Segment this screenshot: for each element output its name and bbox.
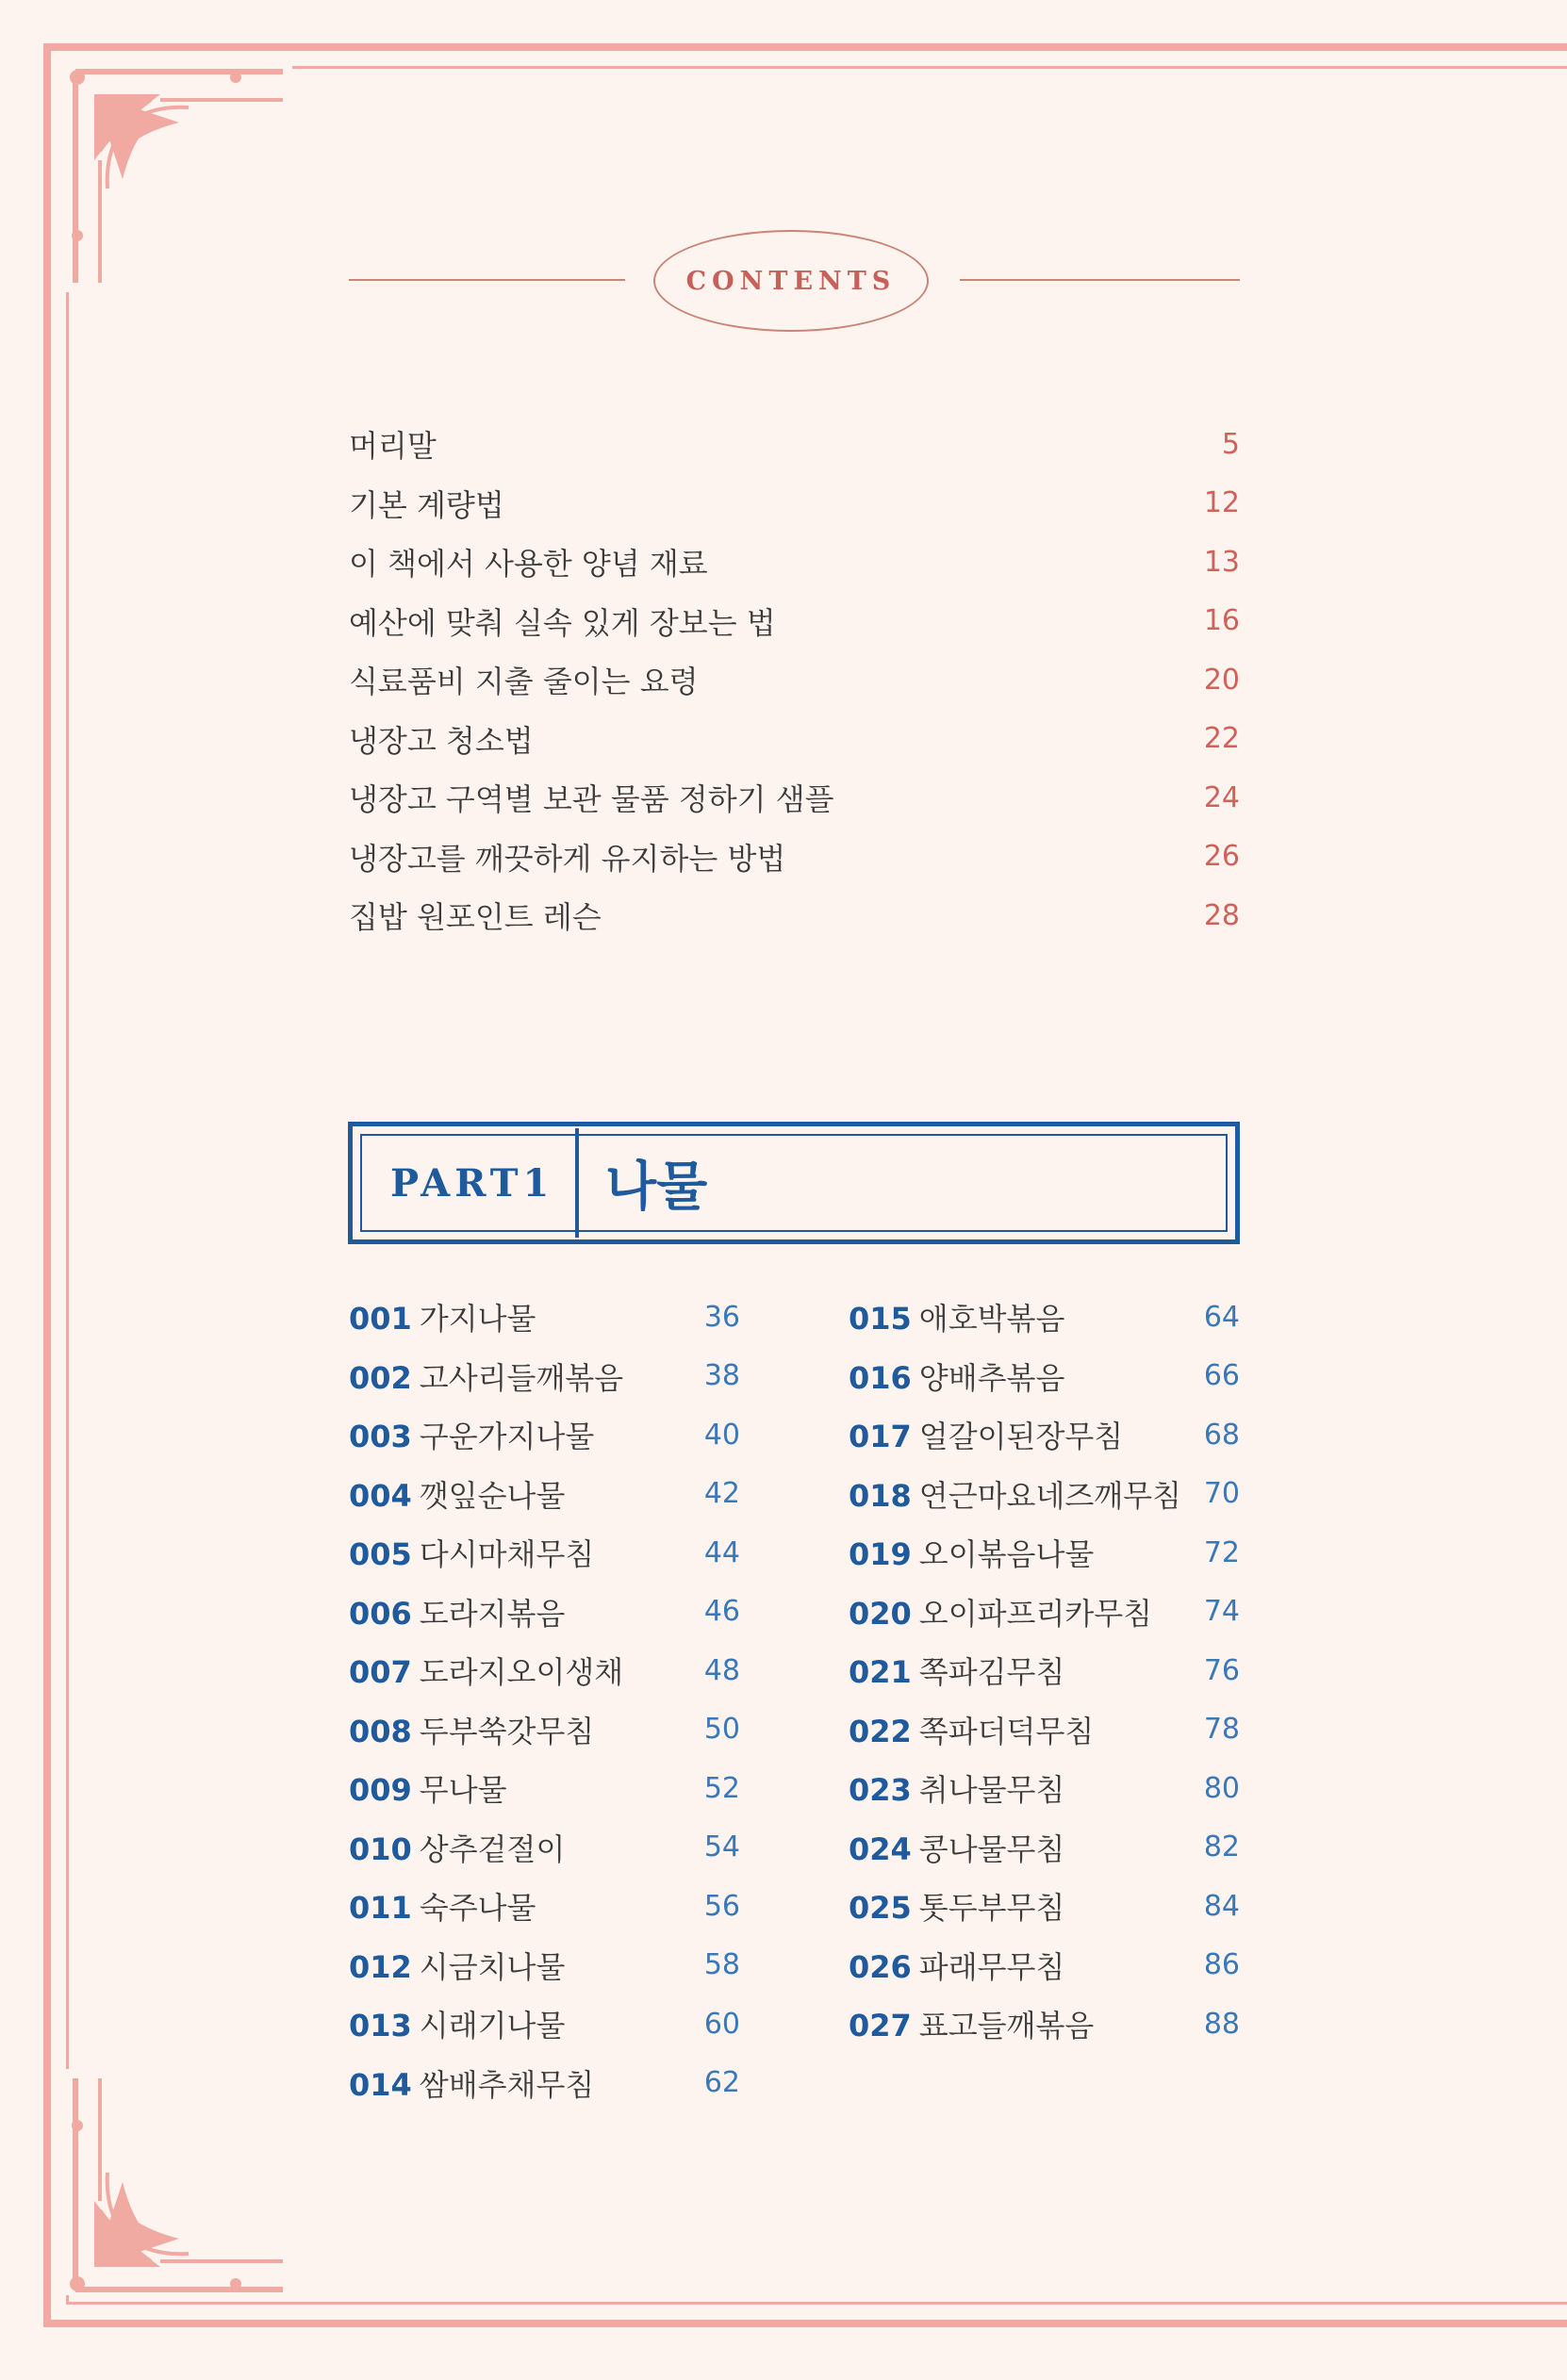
recipe-page: 66 bbox=[1203, 1359, 1240, 1393]
recipe-name: 취나물무침 bbox=[918, 1772, 1065, 1809]
recipe-number: 022 bbox=[849, 1713, 912, 1749]
recipe-entry-label bbox=[349, 1295, 536, 1338]
recipe-entry-label bbox=[349, 1590, 565, 1633]
recipe-entry-label bbox=[349, 1531, 594, 1574]
recipe-name: 오이볶음나물 bbox=[918, 1536, 1095, 1573]
recipe-number: 007 bbox=[349, 1654, 412, 1691]
recipe-number: 010 bbox=[349, 1830, 412, 1867]
recipe-number: 006 bbox=[349, 1595, 412, 1632]
recipe-number: 027 bbox=[849, 2008, 912, 2044]
recipe-name: 쪽파김무침 bbox=[918, 1654, 1065, 1691]
recipe-number: 011 bbox=[349, 1890, 412, 1927]
recipe-entry-label bbox=[849, 1413, 1123, 1456]
recipe-number: 016 bbox=[849, 1359, 912, 1396]
recipe-page: 68 bbox=[1203, 1418, 1240, 1452]
toc-entry[interactable] bbox=[349, 650, 1240, 710]
recipe-name: 쪽파더덕무침 bbox=[918, 1713, 1095, 1749]
recipe-name: 파래무무침 bbox=[918, 1948, 1065, 1985]
recipe-entry-label bbox=[349, 1413, 594, 1456]
recipe-page: 38 bbox=[703, 1359, 740, 1393]
recipe-name: 도라지오이생채 bbox=[419, 1654, 624, 1691]
part-header-inner bbox=[360, 1134, 1228, 1232]
recipe-entry-label bbox=[849, 1295, 1064, 1338]
recipe-number: 023 bbox=[849, 1772, 912, 1809]
recipe-page: 60 bbox=[703, 2007, 740, 2041]
recipe-entry[interactable] bbox=[349, 1994, 740, 2054]
recipe-entry-label bbox=[349, 1708, 594, 1751]
recipe-name: 상추겉절이 bbox=[419, 1830, 566, 1867]
toc-entry[interactable] bbox=[349, 828, 1240, 887]
toc-entry-title: 냉장고 청소법 bbox=[349, 722, 534, 759]
recipe-entry[interactable] bbox=[349, 1347, 740, 1406]
recipe-name: 깻잎순나물 bbox=[419, 1477, 566, 1514]
recipe-number: 008 bbox=[349, 1713, 412, 1749]
recipe-page: 74 bbox=[1203, 1595, 1240, 1629]
recipe-list-right bbox=[849, 1288, 1240, 2054]
recipe-entry-label bbox=[849, 1884, 1064, 1928]
toc-entry-title: 냉장고를 깨끗하게 유지하는 방법 bbox=[349, 840, 786, 877]
recipe-entry[interactable] bbox=[849, 1523, 1240, 1583]
toc-entry-title: 집밥 원포인트 레슨 bbox=[349, 899, 602, 936]
recipe-name: 고사리들깨볶음 bbox=[419, 1359, 624, 1396]
recipe-name: 도라지볶음 bbox=[419, 1595, 566, 1632]
toc-entry-page: 12 bbox=[1203, 486, 1240, 520]
recipe-entry-label bbox=[849, 1766, 1064, 1810]
recipe-entry-label bbox=[849, 2002, 1094, 2045]
recipe-number: 024 bbox=[849, 1830, 912, 1867]
recipe-number: 004 bbox=[349, 1477, 412, 1514]
toc-entry-page: 5 bbox=[1221, 427, 1240, 461]
recipe-page: 76 bbox=[1203, 1653, 1240, 1687]
recipe-page: 52 bbox=[703, 1771, 740, 1805]
recipe-entry-label bbox=[849, 1826, 1064, 1869]
toc-entry[interactable] bbox=[349, 768, 1240, 828]
recipe-entry[interactable] bbox=[349, 2054, 740, 2113]
intro-list bbox=[349, 415, 1240, 945]
toc-entry-title: 머리말 bbox=[349, 428, 437, 465]
toc-entry[interactable] bbox=[349, 710, 1240, 769]
recipe-entry-label bbox=[349, 1884, 536, 1928]
recipe-entry[interactable] bbox=[349, 1818, 740, 1878]
recipe-number: 012 bbox=[349, 1948, 412, 1985]
recipe-number: 009 bbox=[349, 1772, 412, 1809]
recipe-entry[interactable] bbox=[849, 1347, 1240, 1406]
recipe-entry[interactable] bbox=[349, 1583, 740, 1642]
recipe-entry[interactable] bbox=[349, 1288, 740, 1347]
recipe-number: 017 bbox=[849, 1419, 912, 1455]
recipe-number: 001 bbox=[349, 1301, 412, 1338]
recipe-name: 오이파프리카무침 bbox=[918, 1595, 1153, 1632]
recipe-entry-label bbox=[849, 1590, 1152, 1633]
recipe-entry[interactable] bbox=[849, 1994, 1240, 2054]
recipe-name: 두부쑥갓무침 bbox=[419, 1713, 595, 1749]
recipe-entry[interactable] bbox=[849, 1700, 1240, 1760]
recipe-page: 54 bbox=[703, 1830, 740, 1864]
recipe-number: 005 bbox=[349, 1536, 412, 1573]
recipe-page: 46 bbox=[703, 1595, 740, 1629]
toc-entry-page: 13 bbox=[1203, 545, 1240, 579]
recipe-entry[interactable] bbox=[849, 1465, 1240, 1524]
recipe-page: 42 bbox=[703, 1477, 740, 1511]
recipe-page: 48 bbox=[703, 1653, 740, 1687]
part-divider bbox=[575, 1128, 579, 1238]
recipe-number: 019 bbox=[849, 1536, 912, 1573]
recipe-entry-label bbox=[849, 1472, 1181, 1516]
recipe-entry-label bbox=[349, 2061, 594, 2105]
toc-entry-title: 식료품비 지출 줄이는 요령 bbox=[349, 664, 699, 700]
part-header bbox=[348, 1122, 1240, 1244]
recipe-number: 002 bbox=[349, 1359, 412, 1396]
recipe-entry[interactable] bbox=[349, 1700, 740, 1760]
recipe-page: 80 bbox=[1203, 1771, 1240, 1805]
toc-entry-title: 냉장고 구역별 보관 물품 정하기 샘플 bbox=[349, 781, 834, 818]
toc-entry-page: 28 bbox=[1203, 898, 1240, 932]
recipe-entry-label bbox=[849, 1708, 1094, 1751]
part-label: PART1 bbox=[390, 1160, 554, 1206]
recipe-number: 014 bbox=[349, 2066, 412, 2103]
recipe-name: 얼갈이된장무침 bbox=[918, 1419, 1124, 1455]
recipe-entry[interactable] bbox=[349, 1759, 740, 1818]
recipe-page: 56 bbox=[703, 1889, 740, 1923]
recipe-entry[interactable] bbox=[349, 1405, 740, 1465]
recipe-number: 020 bbox=[849, 1595, 912, 1632]
recipe-name: 애호박볶음 bbox=[918, 1301, 1065, 1338]
toc-entry[interactable] bbox=[349, 415, 1240, 474]
toc-entry[interactable] bbox=[349, 474, 1240, 533]
recipe-number: 018 bbox=[849, 1477, 912, 1514]
recipe-number: 013 bbox=[349, 2008, 412, 2044]
recipe-entry[interactable] bbox=[349, 1523, 740, 1583]
recipe-number: 026 bbox=[849, 1948, 912, 1985]
recipe-name: 무나물 bbox=[419, 1772, 507, 1809]
contents-badge: CONTENTS bbox=[653, 230, 929, 332]
recipe-name: 양배추볶음 bbox=[918, 1359, 1065, 1396]
recipe-entry[interactable] bbox=[849, 1936, 1240, 1995]
recipe-page: 78 bbox=[1203, 1713, 1240, 1747]
recipe-number: 015 bbox=[849, 1301, 912, 1338]
contents-rule-right bbox=[960, 279, 1240, 281]
recipe-entry[interactable] bbox=[849, 1641, 1240, 1700]
recipe-entry[interactable] bbox=[349, 1641, 740, 1700]
recipe-entry[interactable] bbox=[849, 1583, 1240, 1642]
recipe-entry[interactable] bbox=[849, 1405, 1240, 1465]
recipe-entry-label bbox=[349, 1944, 565, 1987]
recipe-page: 72 bbox=[1203, 1535, 1240, 1569]
recipe-name: 가지나물 bbox=[419, 1301, 536, 1338]
recipe-list-left bbox=[349, 1288, 740, 2112]
recipe-entry[interactable] bbox=[349, 1877, 740, 1936]
recipe-page: 86 bbox=[1203, 1948, 1240, 1982]
recipe-page: 82 bbox=[1203, 1830, 1240, 1864]
recipe-page: 36 bbox=[703, 1300, 740, 1334]
recipe-page: 40 bbox=[703, 1418, 740, 1452]
toc-entry-page: 16 bbox=[1203, 604, 1240, 638]
toc-entry-title: 이 책에서 사용한 양념 재료 bbox=[349, 546, 708, 583]
recipe-entry-label bbox=[349, 1472, 565, 1516]
toc-entry-page: 20 bbox=[1203, 663, 1240, 697]
recipe-entry[interactable] bbox=[849, 1288, 1240, 1347]
recipe-page: 44 bbox=[703, 1535, 740, 1569]
recipe-number: 025 bbox=[849, 1890, 912, 1927]
recipe-name: 숙주나물 bbox=[419, 1890, 536, 1927]
recipe-name: 콩나물무침 bbox=[918, 1830, 1065, 1867]
toc-entry[interactable] bbox=[349, 592, 1240, 651]
recipe-entry[interactable] bbox=[349, 1465, 740, 1524]
recipe-number: 003 bbox=[349, 1419, 412, 1455]
corner-ornament-icon bbox=[66, 2069, 292, 2295]
recipe-number: 021 bbox=[849, 1654, 912, 1691]
recipe-name: 톳두부무침 bbox=[918, 1890, 1065, 1927]
recipe-name: 시금치나물 bbox=[419, 1948, 566, 1985]
toc-entry-page: 24 bbox=[1203, 780, 1240, 814]
recipe-name: 연근마요네즈깨무침 bbox=[918, 1477, 1182, 1514]
recipe-entry[interactable] bbox=[849, 1818, 1240, 1878]
recipe-entry-label bbox=[849, 1944, 1064, 1987]
recipe-page: 50 bbox=[703, 1713, 740, 1747]
recipe-entry[interactable] bbox=[849, 1759, 1240, 1818]
recipe-entry[interactable] bbox=[349, 1936, 740, 1995]
toc-entry-title: 예산에 맞춰 실속 있게 장보는 법 bbox=[349, 604, 776, 641]
recipe-page: 88 bbox=[1203, 2007, 1240, 2041]
recipe-entry-label bbox=[349, 1766, 507, 1810]
recipe-entry-label bbox=[849, 1354, 1064, 1398]
recipe-name: 표고들깨볶음 bbox=[918, 2008, 1095, 2044]
recipe-entry-label bbox=[349, 1354, 623, 1398]
recipe-page: 62 bbox=[703, 2066, 740, 2100]
recipe-entry-label bbox=[349, 1649, 623, 1692]
recipe-name: 다시마채무침 bbox=[419, 1536, 595, 1573]
recipe-name: 쌈배추채무침 bbox=[419, 2066, 595, 2103]
recipe-name: 시래기나물 bbox=[419, 2008, 566, 2044]
recipe-page: 58 bbox=[703, 1948, 740, 1982]
corner-ornament-icon bbox=[66, 66, 292, 292]
recipe-page: 70 bbox=[1203, 1477, 1240, 1511]
toc-entry-page: 22 bbox=[1203, 722, 1240, 756]
recipe-page: 64 bbox=[1203, 1300, 1240, 1334]
toc-entry-title: 기본 계량법 bbox=[349, 486, 504, 523]
recipe-entry-label bbox=[849, 1649, 1064, 1692]
contents-rule-left bbox=[349, 279, 625, 281]
recipe-entry-label bbox=[349, 1826, 565, 1869]
recipe-entry-label bbox=[849, 1531, 1094, 1574]
recipe-name: 구운가지나물 bbox=[419, 1419, 595, 1455]
toc-entry[interactable] bbox=[349, 533, 1240, 592]
toc-entry[interactable] bbox=[349, 886, 1240, 945]
recipe-entry[interactable] bbox=[849, 1877, 1240, 1936]
recipe-entry-label bbox=[349, 2002, 565, 2045]
recipe-page: 84 bbox=[1203, 1889, 1240, 1923]
part-title: 나물 bbox=[605, 1157, 708, 1218]
toc-entry-page: 26 bbox=[1203, 840, 1240, 874]
